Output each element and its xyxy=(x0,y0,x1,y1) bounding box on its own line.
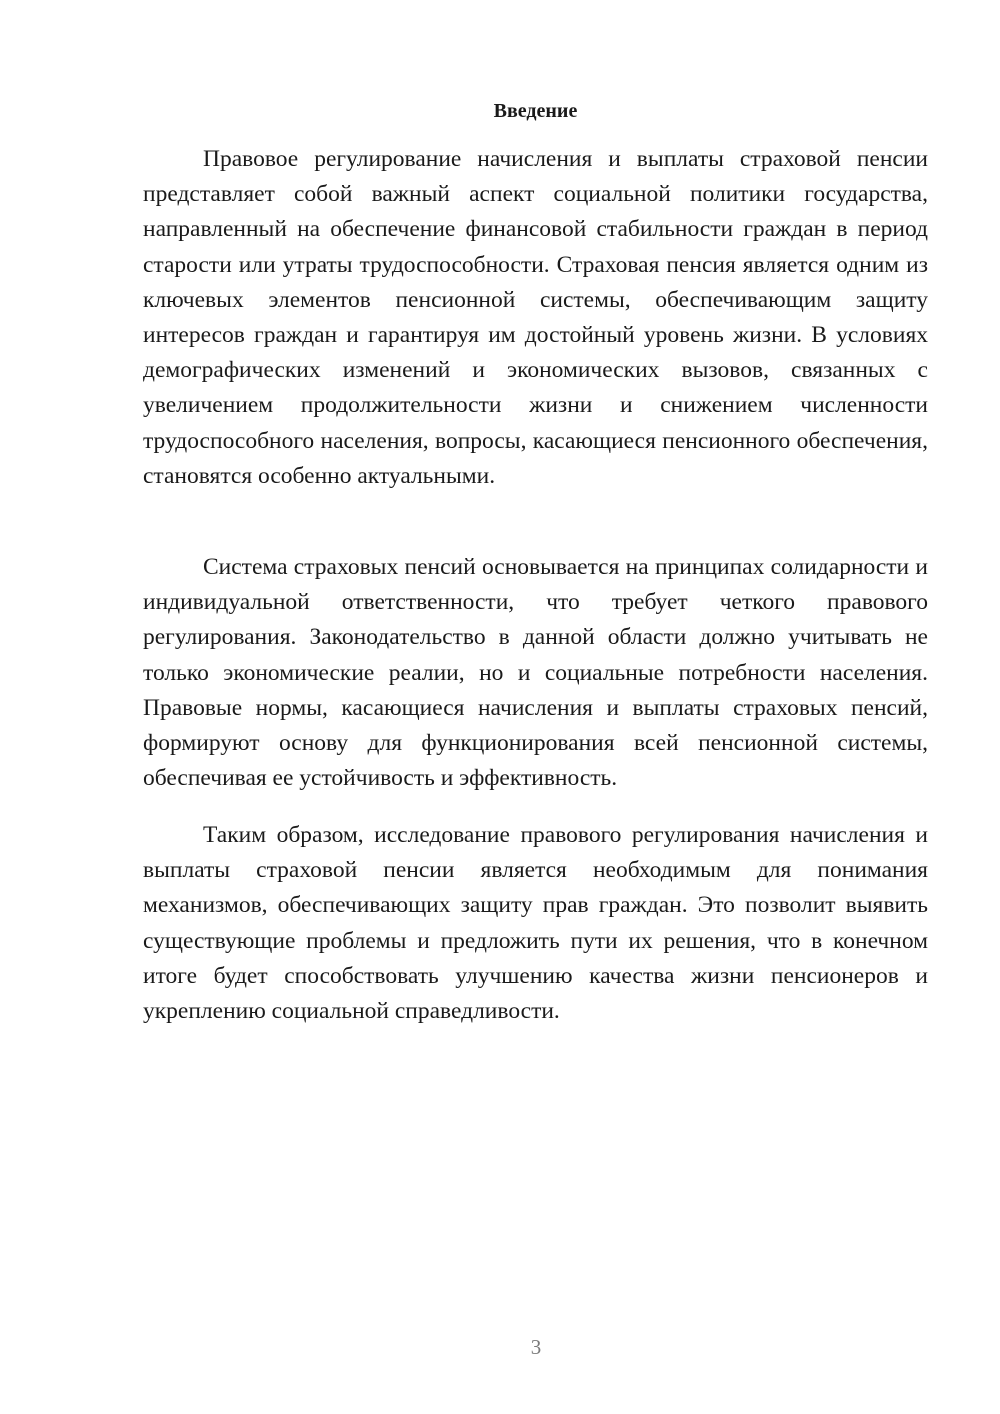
paragraph-3: Таким образом, исследование правового регулирования начисления и выплаты страховой пенсии является необходимым для понимания механизмов, обеспечивающих защиту прав граждан. Это позволит выявить существующие проблемы и предложить пути их решения, что в конечном итоге будет способствовать улучшению качества жизни пенсионеров и укреплению социальной справедливости. xyxy=(143,822,928,1025)
paragraph-2: Система страховых пенсий основывается на принципах солидарности и индивидуальной ответственности, что требует четкого правового регулирования. Законодательство в данной области должно учитывать не только экономические реалии, но и социальные потребности населения. Правовые нормы, касающиеся начисления и выплаты страховых пенсий, формируют основу для функционирования всей пенсионной системы, обеспечивая ее устойчивость и эффективность. xyxy=(143,554,928,792)
paragraph-1: Правовое регулирование начисления и выплаты страховой пенсии представляет собой важный аспект социальной политики государства, направленный на обеспечение финансовой стабильности граждан в период старости или утраты трудоспособности. Страховая пенсия является одним из ключевых элементов пенсионной системы, обеспечивающим защиту интересов граждан и гарантируя им достойный уровень жизни. В условиях демографических изменений и экономических вызовов, связанных с увеличением продолжительности жизни и снижением численности трудоспособного населения, вопросы, касающиеся пенсионного обеспечения, становятся особенно актуальными. xyxy=(143,146,928,489)
page-number: 3 xyxy=(530,1335,542,1359)
section-title: Введение xyxy=(493,100,578,122)
